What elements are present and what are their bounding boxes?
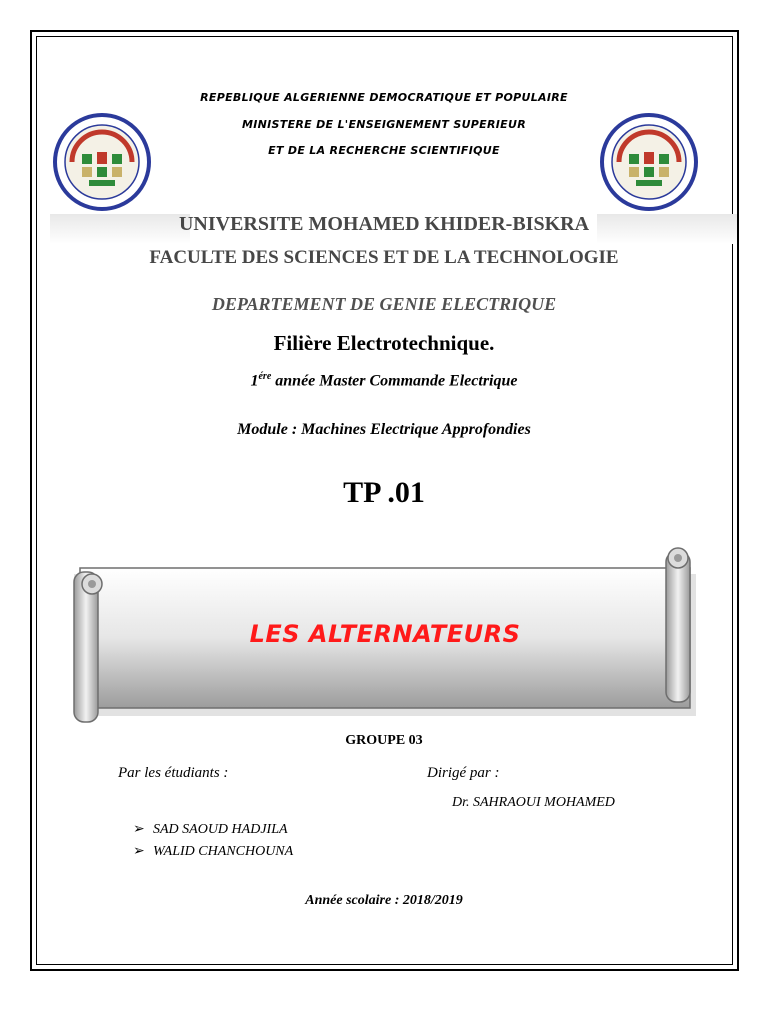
group-label: GROUPE 03: [345, 733, 423, 748]
program-year: [0, 371, 768, 390]
tp-number: TP .01: [343, 476, 425, 509]
student-item: [133, 843, 293, 860]
filiere-title: Filière Electrotechnique.: [273, 331, 495, 355]
header-research: ET DE LA RECHERCHE SCIENTIFIQUE: [268, 144, 500, 157]
school-year: Année scolaire : 2018/2019: [305, 893, 463, 908]
year-suffix: ére: [258, 371, 272, 382]
department-name: DEPARTEMENT DE GENIE ELECTRIQUE: [211, 294, 557, 314]
banner-title: LES ALTERNATEURS: [249, 620, 521, 648]
faculty-name: FACULTE DES SCIENCES ET DE LA TECHNOLOGIE: [149, 247, 619, 268]
arrow-bullet-icon: ➢: [133, 844, 145, 859]
year-number: 1: [250, 372, 259, 390]
student-item: [133, 821, 288, 838]
arrow-bullet-icon: ➢: [133, 822, 145, 837]
supervisor-label: Dirigé par :: [427, 765, 500, 781]
university-name: UNIVERSITE MOHAMED KHIDER-BISKRA: [178, 213, 590, 235]
student-name: WALID CHANCHOUNA: [153, 844, 294, 859]
header-ministry: MINISTERE DE L'ENSEIGNEMENT SUPERIEUR: [242, 118, 526, 131]
university-logo-left: [52, 112, 152, 212]
module-name: Module : Machines Electrique Approfondies: [237, 421, 531, 438]
header-republic: REPEBLIQUE ALGERIENNE DEMOCRATIQUE ET POPULAIRE: [200, 91, 568, 104]
year-rest: année Master Commande Electrique: [271, 372, 518, 390]
student-name: SAD SAOUD HADJILA: [153, 822, 288, 837]
university-logo-right: [599, 112, 699, 212]
students-label: Par les étudiants :: [118, 765, 229, 781]
supervisor-name: Dr. SAHRAOUI MOHAMED: [452, 795, 615, 810]
